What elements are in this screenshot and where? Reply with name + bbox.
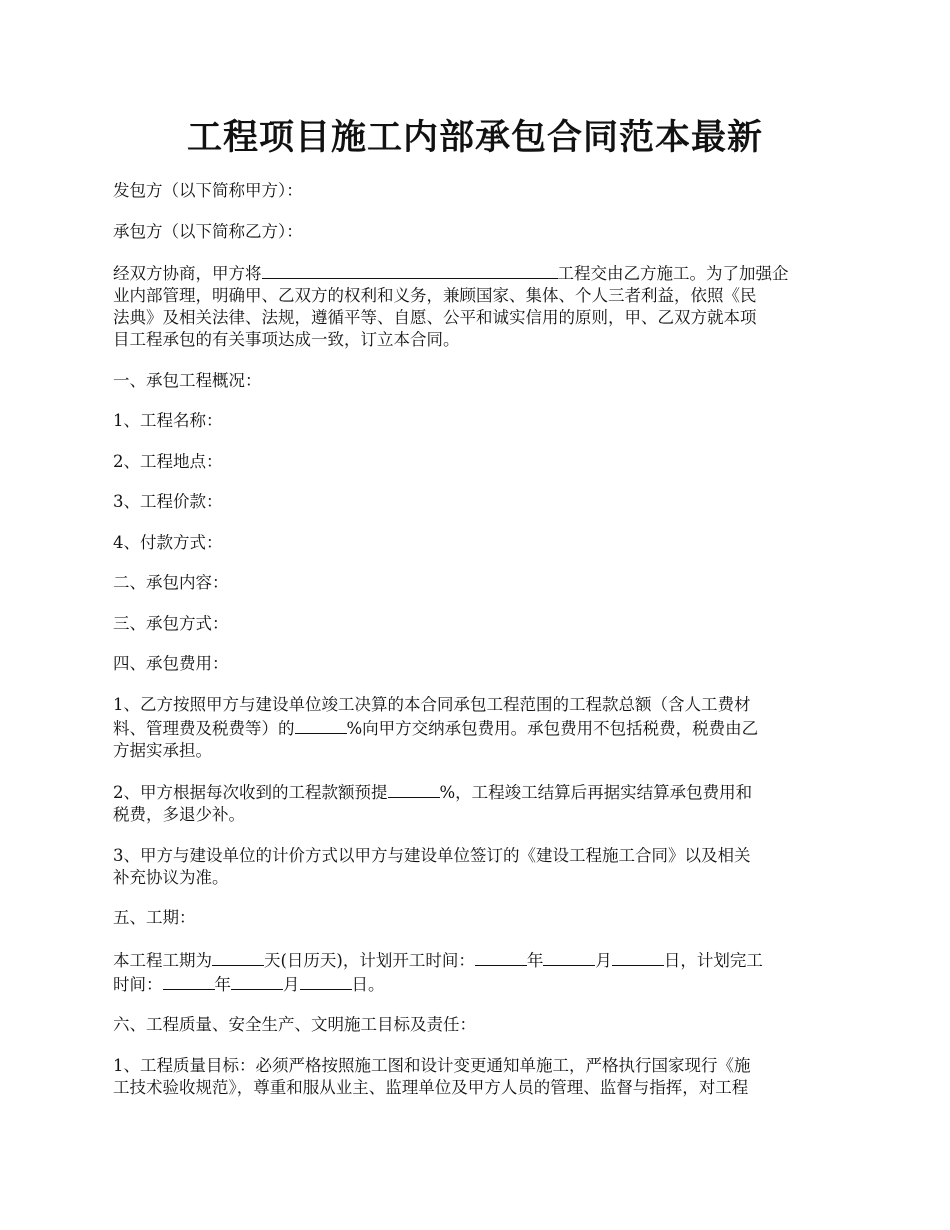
- party-b-line: 承包方（以下简称乙方）：: [113, 221, 303, 241]
- end-day-label: 日。: [351, 974, 385, 994]
- withholding-percentage-blank: [388, 780, 440, 798]
- intro-line-4: 目工程承包的有关事项达成一致，订立本合同。: [113, 330, 460, 349]
- party-a-line: 发包方（以下简称甲方）：: [113, 181, 303, 200]
- clause-2-text-after-blank: %，工程竣工结算后再据实结算承包费用和: [439, 783, 753, 802]
- clause-3-line-2: 补充协议为准。: [113, 867, 229, 887]
- intro-text-after-blank: 工程交由乙方施工。为了加强企: [557, 264, 789, 283]
- start-month-blank: [543, 948, 595, 966]
- schedule-start-label: 天(日历天)，计划开工时间：: [264, 950, 475, 970]
- section-2-heading: 二、承包内容：: [113, 573, 229, 592]
- clause-1-line-1: 1、乙方按照甲方与建设单位竣工决算的本合同承包工程范围的工程款总额（含人工费材: [113, 694, 751, 714]
- schedule-duration-label: 本工程工期为: [113, 950, 212, 970]
- quality-clause-line-2: 工技术验收规范》，尊重和服从业主、监理单位及甲方人员的管理、监督与指挥，对工程: [113, 1077, 749, 1097]
- end-month-blank: [231, 972, 283, 990]
- clause-2-text-before-blank: 2、甲方根据每次收到的工程款额预提: [113, 783, 388, 802]
- start-year-label: 年: [526, 950, 544, 970]
- section-1-item-project-location: 2、工程地点：: [113, 451, 223, 471]
- quality-clause-line-1: 1、工程质量目标：必须严格按照施工图和设计变更通知单施工，严格执行国家现行《施: [113, 1055, 751, 1075]
- section-6-clause-1: [113, 1055, 841, 1099]
- start-month-label: 月: [595, 950, 612, 970]
- clause-3-line-1: 3、甲方与建设单位的计价方式以甲方与建设单位签订的《建设工程施工合同》以及相关: [113, 845, 751, 865]
- document-title: 工程项目施工内部承包合同范本最新: [186, 117, 763, 158]
- schedule-line-2: [113, 972, 841, 996]
- intro-line-3: 法典》及相关法律、法规，遵循平等、自愿、公平和诚实信用的原则，甲、乙双方就本项: [113, 308, 757, 327]
- document-body: [113, 180, 841, 1117]
- end-month-label: 月: [283, 974, 300, 994]
- end-year-blank: [163, 972, 215, 990]
- section-1-item-payment-method: 4、付款方式：: [113, 532, 223, 552]
- section-6-heading: 六、工程质量、安全生产、文明施工目标及责任：: [113, 1015, 476, 1034]
- fee-percentage-blank: [295, 716, 347, 734]
- end-year-label: 年: [214, 974, 231, 994]
- start-day-blank: [612, 948, 664, 966]
- duration-days-blank: [212, 948, 264, 966]
- section-4-clause-2: [113, 780, 841, 826]
- project-name-blank: [262, 261, 558, 279]
- start-day-label: 日，计划完工: [663, 950, 763, 970]
- clause-1-text-after-blank: %向甲方交纳承包费用。承包费用不包括税费，税费由乙: [346, 718, 759, 738]
- schedule-end-label: 时间：: [113, 974, 163, 994]
- intro-line-1: [113, 261, 841, 285]
- end-day-blank: [300, 972, 352, 990]
- schedule-line-1: [113, 948, 841, 972]
- section-1-item-project-price: 3、工程价款：: [113, 492, 223, 511]
- start-year-blank: [475, 948, 527, 966]
- section-4-clause-3: [113, 845, 841, 889]
- intro-line-2: 业内部管理，明确甲、乙双方的权利和义务，兼顾国家、集体、个人三者利益，依照《民: [113, 286, 757, 305]
- clause-1-line-3: 方据实承担。: [113, 740, 212, 760]
- clause-2-line-2: 税费，多退少补。: [113, 805, 245, 824]
- section-5-heading: 五、工期：: [113, 908, 196, 927]
- section-4-clause-1: [113, 694, 841, 762]
- clause-2-line-1: [113, 780, 841, 804]
- intro-paragraph: [113, 261, 841, 351]
- section-1-heading: 一、承包工程概况：: [113, 370, 262, 390]
- section-5-schedule: [113, 948, 841, 996]
- section-1-item-project-name: 1、工程名称：: [113, 411, 223, 430]
- section-3-heading: 三、承包方式：: [113, 613, 229, 633]
- intro-text-before-blank: 经双方协商，甲方将: [113, 264, 262, 283]
- section-4-heading: 四、承包费用：: [113, 654, 229, 673]
- clause-1-text-before-blank: 料、管理费及税费等）的: [113, 718, 295, 738]
- clause-1-line-2: [113, 716, 841, 740]
